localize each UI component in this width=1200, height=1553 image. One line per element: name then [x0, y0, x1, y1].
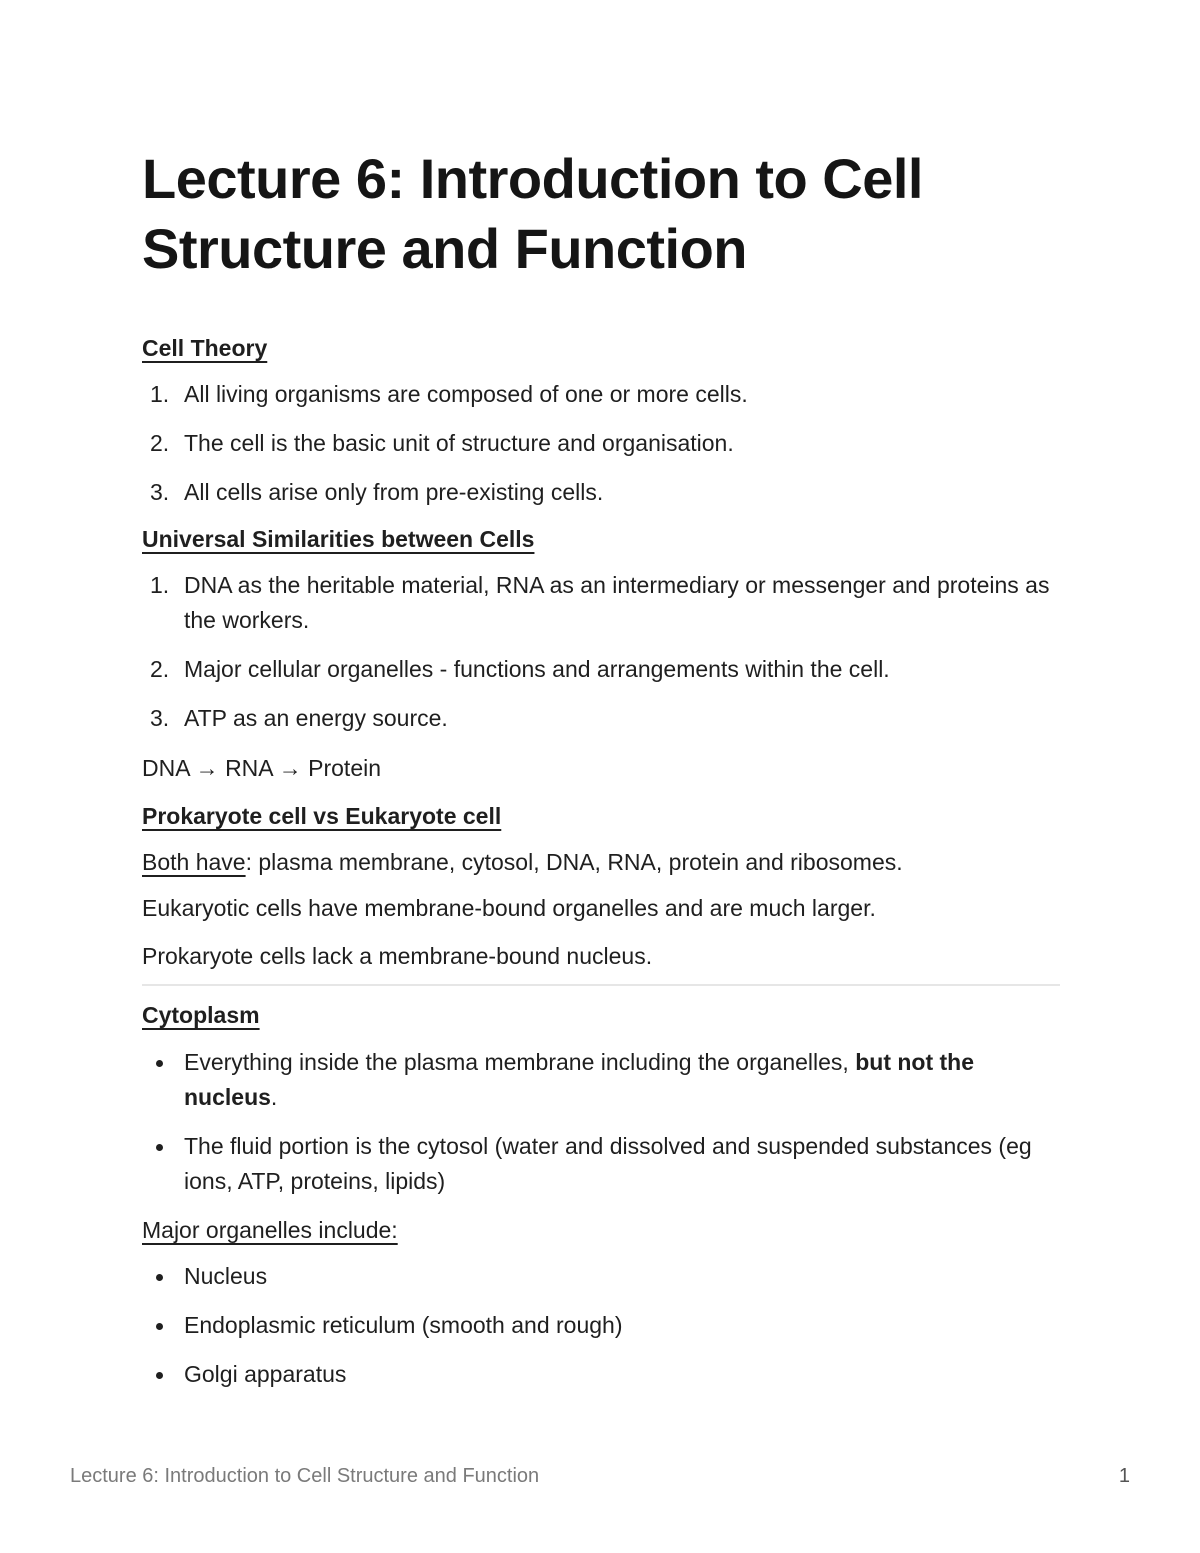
list-item: 3. All cells arise only from pre-existing cells.: [150, 479, 604, 505]
list-item: Endoplasmic reticulum (smooth and rough): [142, 1308, 1060, 1343]
list-item: 2. The cell is the basic unit of structure and organisation.: [150, 430, 734, 456]
list-item: 3. ATP as an energy source.: [150, 705, 448, 731]
page-title: Lecture 6: Introduction to Cell Structure and Function: [142, 147, 923, 280]
list-item: Nucleus: [142, 1259, 1060, 1294]
page-content: [142, 144, 1060, 1392]
list-item: 2. Major cellular organelles - functions and arrangements within the cell.: [150, 656, 890, 682]
bullet-icon: [156, 1144, 163, 1151]
list-item: Everything inside the plasma membrane including the organelles, but not the nucleus.: [142, 1045, 1060, 1115]
footer-title: Lecture 6: Introduction to Cell Structure and Function: [70, 1465, 540, 1487]
bullet-icon: [156, 1323, 163, 1330]
similarities-list: [142, 568, 1060, 736]
page-footer: [70, 1462, 1130, 1490]
prokaryotic-text: Prokaryote cells lack a membrane-bound nucleus.: [142, 943, 653, 969]
section-divider: [142, 984, 1060, 986]
eukaryotic-text: Eukaryotic cells have membrane-bound organelles and are much larger.: [142, 895, 876, 921]
bullet-icon: [156, 1060, 163, 1067]
cytoplasm-heading: Cytoplasm: [142, 1002, 260, 1028]
cytoplasm-section: [142, 1000, 1060, 1392]
bullet-icon: [156, 1372, 163, 1379]
similarities-heading: Universal Similarities between Cells: [142, 526, 535, 552]
both-have-label: Both have: [142, 849, 246, 875]
dna-flow-text: DNA → RNA → Protein: [142, 755, 382, 781]
list-item: 1. DNA as the heritable material, RNA as an intermediary or messenger and proteins as the workers.: [150, 572, 1050, 633]
organelles-list: [142, 1259, 1060, 1392]
list-item: Golgi apparatus: [142, 1357, 1060, 1392]
page-number: 1: [1118, 1465, 1130, 1487]
both-have-text: Both have: plasma membrane, cytosol, DNA, RNA, protein and ribosomes.: [142, 849, 903, 875]
cytoplasm-list: [142, 1045, 1060, 1199]
prokaryote-section: [142, 801, 1060, 971]
list-item: 1. All living organisms are composed of one or more cells.: [150, 381, 748, 407]
cell-theory-heading: Cell Theory: [142, 335, 268, 361]
prokaryote-heading: Prokaryote cell vs Eukaryote cell: [142, 803, 502, 829]
bullet-icon: [156, 1274, 163, 1281]
cell-theory-list: [142, 377, 1060, 510]
cell-theory-section: [142, 333, 1060, 510]
list-item: The fluid portion is the cytosol (water and dissolved and suspended substances (eg ions, ATP, proteins, lipids): [142, 1129, 1060, 1199]
organelles-label: Major organelles include:: [142, 1217, 398, 1243]
similarities-section: [142, 524, 1060, 783]
